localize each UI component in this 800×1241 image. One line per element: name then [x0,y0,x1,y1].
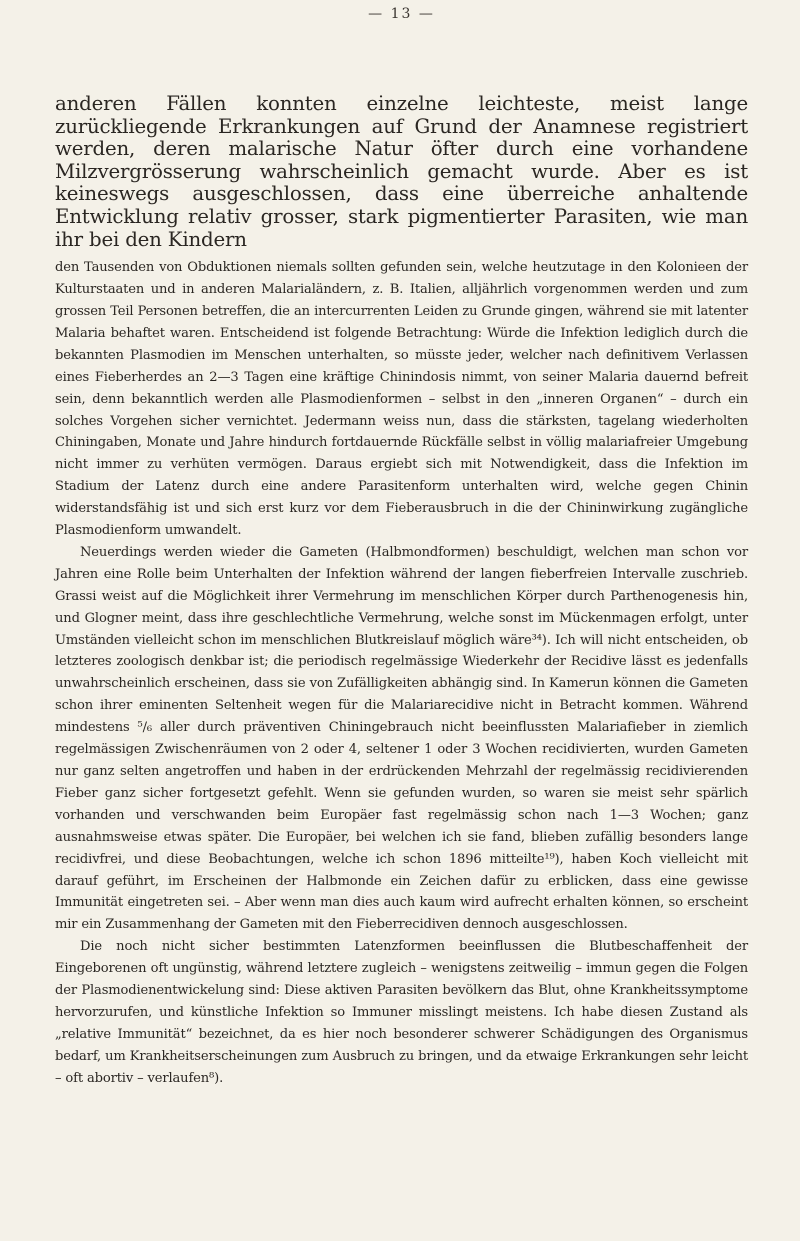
paragraph-obduktionen: den Tausenden von Obduktionen niemals sollten gefunden sein, welche heutzutage in den Kolonieen der Kulturstaaten und in anderen Malarialändern, z. B. Italien, alljährlich vorgenommen werden und zum grossen Teil Personen betreffen, die an intercurrenten Leiden zu Grunde gingen, während sie mit latenter Malaria behaftet waren. Entscheidend ist folgende Betrachtung: Würde die Infektion lediglich durch die bekannten Plasmodien im Menschen unterhalten, so müsste jeder, welcher nach definitivem Verlassen eines Fieberherdes an 2—3 Tagen eine kräftige Chinindosis nimmt, von seiner Malaria dauernd befreit sein, denn bekanntlich werden alle Plasmodienformen – selbst in den „inneren Organen“ – durch ein solches Vorgehen sicher vernichtet. Jedermann weiss nun, dass die stärksten, tagelang wiederholten Chiningaben, Monate und Jahre hindurch fortdauernde Rückfälle selbst in völlig malariafreier Umgebung nicht immer zu verhüten vermögen. Daraus ergiebt sich mit Notwendigkeit, dass die Infektion im Stadium der Latenz durch eine andere Parasitenform unterhalten wird, welche gegen Chinin widerstandsfähig ist und sich erst kurz vor dem Fieberausbruch in die der Chininwirkung zugängliche Plasmodienform umwandelt. [55,260,748,539]
page-number: — 13 — [368,6,435,22]
paragraph-gameten: Neuerdings werden wieder die Gameten (Halbmondformen) beschuldigt, welchen man schon vor Jahren eine Rolle beim Unterhalten der Infektion während der langen fieberfreien Intervalle zuschrieb. Grassi weist auf die Möglichkeit ihrer Vermehrung im menschlichen Körper durch Parthenogenesis hin, und Glogner meint, dass ihre geschlechtliche Vermehrung, welche sonst im Mückenmagen erfolgt, unter Umständen vielleicht schon im menschlichen Blutkreislauf möglich wäre³⁴). Ich will nicht entscheiden, ob letzteres zoologisch denkbar ist; die periodisch regelmässige Wiederkehr der Recidive lässt es jedenfalls unwahrscheinlich erscheinen, dass sie von Zufälligkeiten abhängig sind. In Kamerun können die Gameten schon ihrer eminenten Seltenheit wegen für die Malariarecidive nicht in Betracht kommen. Während mindestens ⁵/₆ aller durch präventiven Chiningebrauch nicht beeinflussten Malariafieber in ziemlich regelmässigen Zwischenräumen von 2 oder 4, seltener 1 oder 3 Wochen recidivierten, wurden Gameten nur ganz selten angetroffen und haben in der erdrückenden Mehrzahl der regelmässig recidivierenden Fieber ganz sicher fortgesetzt gefehlt. Wenn sie gefunden wurden, so waren sie meist sehr spärlich vorhanden und verschwanden beim Europäer fast regelmässig schon nach 1—3 Wochen; ganz ausnahmsweise etwas später. Die Europäer, bei welchen ich sie fand, blieben zufällig besonders lange recidivfrei, und diese Beobachtungen, welche ich schon 1896 mitteilte¹⁹), haben Koch vielleicht mit darauf geführt, im Erscheinen der Halbmonde ein Zeichen dafür zu erblicken, dass eine gewisse Immunität eingetreten sei. – Aber wenn man dies auch kaum wird aufrecht erhalten können, so erscheint mir ein Zusammenhang der Gameten mit den Fieberrecidiven dennoch ausgeschlossen. [55,544,748,933]
small-print-body [55,257,748,1089]
paragraph-latenzformen: Die noch nicht sicher bestimmten Latenzformen beeinflussen die Blutbeschaffenheit der Eingeborenen oft ungünstig, während letztere zugleich – wenigstens zeitweilig – immun gegen die Folgen der Plasmodienentwickelung sind: Diese aktiven Parasiten bevölkern das Blut, ohne Krankheitssymptome hervorzurufen, und künstliche Infektion so Immuner misslingt meistens. Ich habe diesen Zustand als „relative Immunität“ bezeichnet, da es hier noch besonderer schwerer Schädigungen des Organismus bedarf, um Krankheitserscheinungen zum Ausbruch zu bringen, und da etwaige Erkrankungen sehr leicht – oft abortiv – verlaufen⁸). [55,939,748,1086]
large-print-paragraph: anderen Fällen konnten einzelne leichteste, meist lange zurückliegende Erkrankungen auf Grund der Anamnese registriert werden, deren malarische Natur öfter durch eine vorhandene Milzvergrösserung wahrscheinlich gemacht wurde. Aber es ist keineswegs ausgeschlossen, dass eine überreiche anhaltende Entwicklung relativ grosser, stark pigmentierter Parasiten, wie man ihr bei den Kindern [55,92,748,251]
